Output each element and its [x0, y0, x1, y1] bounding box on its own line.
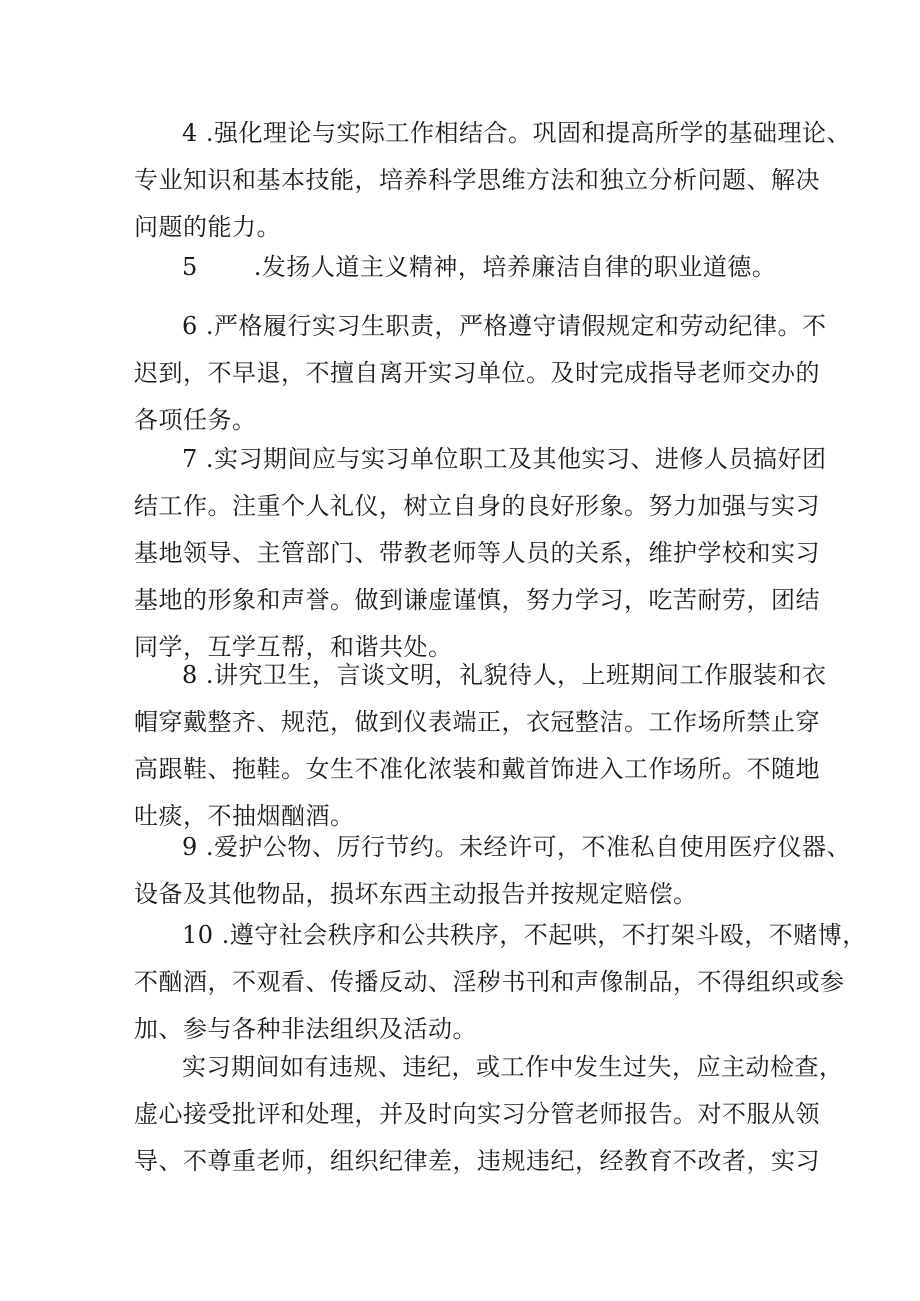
paragraph-line: 基地的形象和声誉。做到谦虚谨慎，努力学习，吃苦耐劳，团结 — [134, 586, 820, 614]
item-number: 10 — [182, 921, 214, 949]
paragraph-line: .讲究卫生，言谈文明，礼貌待人，上班期间工作服装和衣 — [197, 661, 827, 689]
paragraph-line: 实习期间如有违规、违纪，或工作中发生过失，应主动检查， — [182, 1053, 844, 1081]
closing-paragraph — [134, 1044, 844, 1185]
paragraph-line: .严格履行实习生职责，严格遵守请假规定和劳动纪律。不 — [197, 312, 827, 340]
paragraph-line: 专业知识和基本技能，培养科学思维方法和独立分析问题、解决 — [134, 166, 820, 194]
paragraph-line: 不酗酒，不观看、传播反动、淫秽书刊和声像制品，不得组织或参 — [134, 968, 845, 996]
list-item-8 — [134, 652, 827, 840]
paragraph-line: .强化理论与实际工作相结合。巩固和提高所学的基础理论、 — [197, 119, 852, 147]
item-number: 6 — [182, 312, 198, 340]
paragraph-line: 吐痰，不抽烟酗酒。 — [134, 802, 355, 830]
paragraph-line: .遵守社会秩序和公共秩序，不起哄，不打架斗殴，不赌博， — [213, 921, 867, 949]
paragraph-line: 加、参与各种非法组织及活动。 — [134, 1015, 477, 1043]
item-number: 4 — [182, 119, 198, 147]
paragraph-line: 结工作。注重个人礼仪，树立自身的良好形象。努力加强与实习 — [134, 492, 820, 520]
list-item-7 — [134, 436, 827, 671]
paragraph-line: 基地领导、主管部门、带教老师等人员的关系，维护学校和实习 — [134, 539, 820, 567]
list-item-5 — [134, 244, 814, 291]
item-number: 7 — [182, 445, 198, 473]
paragraph-line: 导、不尊重老师，组织纪律差，违规违纪，经教育不改者，实习 — [134, 1147, 820, 1175]
paragraph-line: .爱护公物、厉行节约。未经许可，不准私自使用医疗仪器、 — [197, 833, 852, 861]
paragraph-line: 问题的能力。 — [134, 213, 281, 241]
paragraph-line: .实习期间应与实习单位职工及其他实习、进修人员搞好团 — [197, 445, 827, 473]
item-number: 5 — [182, 253, 198, 281]
paragraph-line: 帽穿戴整齐、规范，做到仪表端正，衣冠整洁。工作场所禁止穿 — [134, 708, 820, 736]
item-number: 9 — [182, 833, 198, 861]
list-item-9 — [134, 824, 852, 918]
paragraph-line: 高跟鞋、拖鞋。女生不准化浓装和戴首饰进入工作场所。不随地 — [134, 755, 820, 783]
paragraph-line: 虚心接受批评和处理，并及时向实习分管老师报告。对不服从领 — [134, 1100, 820, 1128]
paragraph-line: 设备及其他物品，损坏东西主动报告并按规定赔偿。 — [134, 880, 698, 908]
list-item-6 — [134, 303, 827, 444]
paragraph-line: 各项任务。 — [134, 406, 257, 434]
paragraph-line: .发扬人道主义精神，培养廉洁自律的职业道德。 — [253, 253, 777, 281]
list-item-4 — [134, 110, 852, 251]
item-number: 8 — [182, 661, 198, 689]
paragraph-line: 迟到，不早退，不擅自离开实习单位。及时完成指导老师交办的 — [134, 359, 820, 387]
paragraph-line: 同学，互学互帮，和谐共处。 — [134, 633, 453, 661]
list-item-10 — [134, 912, 867, 1053]
